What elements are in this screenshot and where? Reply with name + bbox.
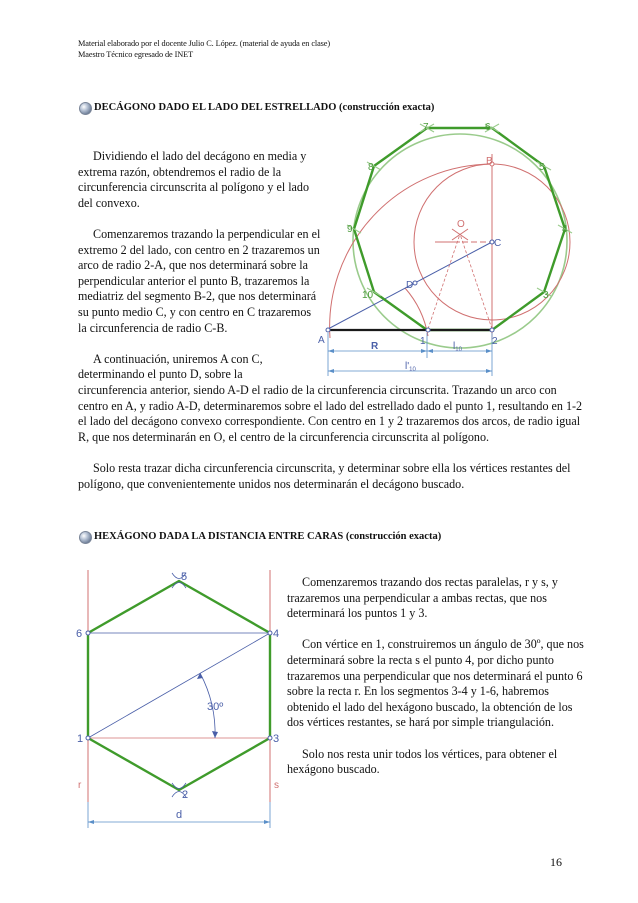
label-lp10: $l'_{10}$ — [405, 361, 416, 373]
decagon-paragraph-3-start: A continuación, uniremos A con C, determinando el punto D, sobre la — [78, 351, 263, 382]
page-number: 16 — [550, 855, 562, 869]
decagon-figure — [310, 118, 585, 380]
vertex-labels — [347, 122, 568, 301]
hex-label-s: s — [274, 780, 279, 791]
decagon-paragraph-1: Dividiendo el lado del decágono en media y extrema razón, obtendremos el radio de la circunferencia circunscrita al polígono y el lado del convexo. — [78, 149, 310, 210]
hex-labels — [76, 571, 279, 821]
hexagon-paragraph-1: Comenzaremos trazando dos rectas paralelas, r y s, y trazaremos una perpendicular a ambas rectas, que nos determinará los puntos 1 y 3. — [287, 575, 558, 621]
hex-label-3: 3 — [273, 733, 280, 745]
line-1-4 — [88, 633, 270, 738]
hex-label-4: 4 — [273, 628, 280, 640]
section-title-hexagon: HEXÁGONO DADA LA DISTANCIA ENTRE CARAS (construcción exacta) — [94, 531, 442, 542]
label-l10: $l_{10}$ — [453, 341, 462, 353]
label-v9: 9 — [347, 224, 353, 235]
angle-arrow-bottom — [212, 731, 218, 738]
dim-arrow-left — [88, 820, 94, 824]
circumscribed-circle — [353, 134, 567, 348]
point-D — [413, 281, 417, 285]
hexagon-figure — [76, 566, 286, 834]
header-line-2: Maestro Técnico egresado de INET — [78, 50, 194, 59]
hexagon-paragraph-3: Solo nos resta unir todos los vértices, para obtener el hexágono buscado. — [287, 746, 558, 777]
label-v7: 7 — [423, 122, 429, 133]
hex-label-2: 2 — [182, 789, 189, 801]
decagon-text-narrow — [78, 149, 322, 383]
point-2 — [490, 328, 494, 332]
label-B: B — [486, 156, 493, 167]
label-O: O — [457, 219, 465, 230]
bullet-icon — [79, 531, 92, 544]
hex-point-6 — [86, 631, 90, 635]
angle-arrow-top — [197, 673, 203, 679]
label-R: R — [371, 341, 379, 352]
decagon-paragraph-3-end: circunferencia anterior, siendo A-D el radio de la circunferencia circunscrita. Trazando un arco con centro en A, y radio A-D, determinaremos sobre el lado del estrellado dado el punto 1, resultando en 1-2 el lado del decágono convexo correspondiente. Con centro en 1 y 2 trazaremos dos arcos, de radio igual R, que nos determinarán en O, el centro de la circunferencia circunscrita al polígono. — [78, 383, 583, 444]
hexagon-text — [287, 575, 585, 793]
label-v1: 1 — [420, 336, 426, 347]
label-v8: 8 — [368, 162, 374, 173]
decagon-text-wide — [78, 383, 584, 508]
decagon-paragraph-4: Solo resta trazar dicha circunferencia circunscrita, y determinar sobre ella los vértices restantes del polígono, que convenientemente unidos nos determinarán el decágono buscado. — [78, 460, 571, 491]
label-C: C — [494, 238, 502, 249]
line-1-O — [428, 234, 460, 329]
label-v10: 10 — [362, 290, 374, 301]
header-line-1: Material elaborado por el docente Julio C. López. (material de ayuda en clase) — [78, 39, 331, 48]
decagon-paragraph-2: Comenzaremos trazando la perpendicular en el extremo 2 del lado, con centro en 2 trazaremos un arco de radio 2-A, que nos determinará sobre la perpendicular anterior el punto B, trazaremos la mediatriz del segmento B-2, que nos determinará su punto medio C, y con centro en C trazaremos la circunferencia de radio C-B. — [78, 226, 321, 335]
label-A: A — [318, 335, 325, 346]
bullet-icon — [79, 102, 92, 115]
hex-label-1: 1 — [77, 733, 84, 745]
point-1 — [426, 328, 430, 332]
hex-point-1 — [86, 736, 90, 740]
dim-arrow-right — [264, 820, 270, 824]
hexagon-paragraph-2: Con vértice en 1, construiremos un ángulo de 30º, que nos determinará sobre la recta s el punto 4, por dicho punto trazaremos una perpendicular que nos determinará el punto 6 sobre la recta r. En los segmentos 3-4 y 1-6, habremos obtenido el lado del hexágono buscado, la obtención de los dos vértices restantes, se hará por simple triangulación. — [287, 637, 584, 730]
label-D: D — [406, 280, 414, 291]
section-title-decagon: DECÁGONO DADO EL LADO DEL ESTRELLADO (construcción exacta) — [94, 102, 435, 113]
label-v6: 6 — [485, 122, 491, 133]
point-A — [326, 328, 330, 332]
hex-label-angle: 30º — [207, 701, 224, 713]
label-v5: 5 — [539, 162, 545, 173]
hex-label-r: r — [78, 780, 82, 791]
hex-label-5: 5 — [181, 571, 188, 583]
label-v2: 2 — [492, 336, 498, 347]
hex-point-4 — [268, 631, 272, 635]
hex-point-3 — [268, 736, 272, 740]
label-v4: 4 — [562, 224, 568, 235]
hex-label-d: d — [176, 809, 183, 821]
label-v3: 3 — [543, 290, 549, 301]
hex-label-6: 6 — [76, 628, 83, 640]
vertex-ticks — [347, 124, 572, 296]
